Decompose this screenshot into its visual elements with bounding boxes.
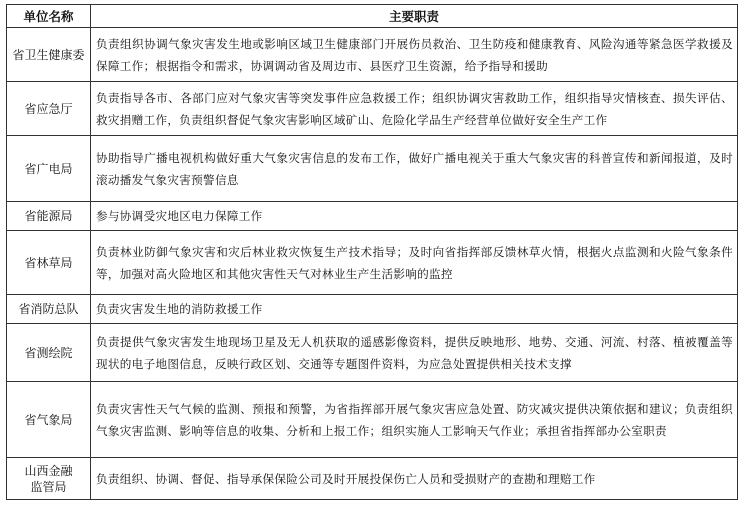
table-row: [7, 295, 738, 324]
duty-table-container: [6, 4, 737, 500]
unit-cell: 省消防总队: [7, 295, 91, 324]
unit-cell: 省卫生健康委: [7, 28, 91, 82]
unit-cell: 省林草局: [7, 231, 91, 295]
duty-cell: 负责组织、协调、督促、指导承保保险公司及时开展投保伤亡人员和受损财产的查勘和理赔工作: [91, 458, 738, 500]
duty-cell: 协助指导广播电视机构做好重大气象灾害信息的发布工作，做好广播电视关于重大气象灾害的科普宣传和新闻报道，及时滚动播发气象灾害预警信息: [91, 136, 738, 202]
unit-cell: 省气象局: [7, 382, 91, 458]
duty-cell: 参与协调受灾地区电力保障工作: [91, 202, 738, 231]
table-row: [7, 202, 738, 231]
table-row: [7, 382, 738, 458]
duty-cell: 负责组织协调气象灾害发生地或影响区域卫生健康部门开展伤员救治、卫生防疫和健康教育、风险沟通等紧急医学救援及保障工作；根据指令和需求，协调调动省及周边市、县医疗卫生资源，给予指导和援助: [91, 28, 738, 82]
table-row: [7, 82, 738, 136]
header-unit: 单位名称: [7, 5, 91, 28]
duty-cell: 负责林业防御气象灾害和灾后林业救灾恢复生产技术指导；及时向省指挥部反馈林草火情，根据火点监测和火险气象条件等，加强对高火险地区和其他灾害性天气对林业生产生活影响的监控: [91, 231, 738, 295]
table-row: [7, 136, 738, 202]
table-header-row: [7, 5, 738, 28]
unit-cell: 省测绘院: [7, 324, 91, 382]
table-row: [7, 458, 738, 500]
unit-cell: 省广电局: [7, 136, 91, 202]
unit-cell: 省能源局: [7, 202, 91, 231]
header-duty: 主要职责: [91, 5, 738, 28]
duty-cell: 负责指导各市、各部门应对气象灾害等突发事件应急救援工作；组织协调灾害救助工作，组织指导灾情核查、损失评估、救灾捐赠工作，负责组织督促气象灾害影响区域矿山、危险化学品生产经营单位做好安全生产工作: [91, 82, 738, 136]
unit-cell: 省应急厅: [7, 82, 91, 136]
duty-table: [6, 4, 738, 500]
unit-cell: 山西金融 监管局: [7, 458, 91, 500]
duty-cell: 负责提供气象灾害发生地现场卫星及无人机获取的遥感影像资料，提供反映地形、地势、交通、河流、村落、植被覆盖等现状的电子地图信息，反映行政区划、交通等专题图件资料，为应急处置提供相关技术支撑: [91, 324, 738, 382]
table-row: [7, 231, 738, 295]
table-row: [7, 324, 738, 382]
duty-cell: 负责灾害发生地的消防救援工作: [91, 295, 738, 324]
duty-cell: 负责灾害性天气气候的监测、预报和预警，为省指挥部开展气象灾害应急处置、防灾减灾提供决策依据和建议；负责组织气象灾害监测、影响等信息的收集、分析和上报工作；组织实施人工影响天气作业；承担省指挥部办公室职责: [91, 382, 738, 458]
table-row: [7, 28, 738, 82]
